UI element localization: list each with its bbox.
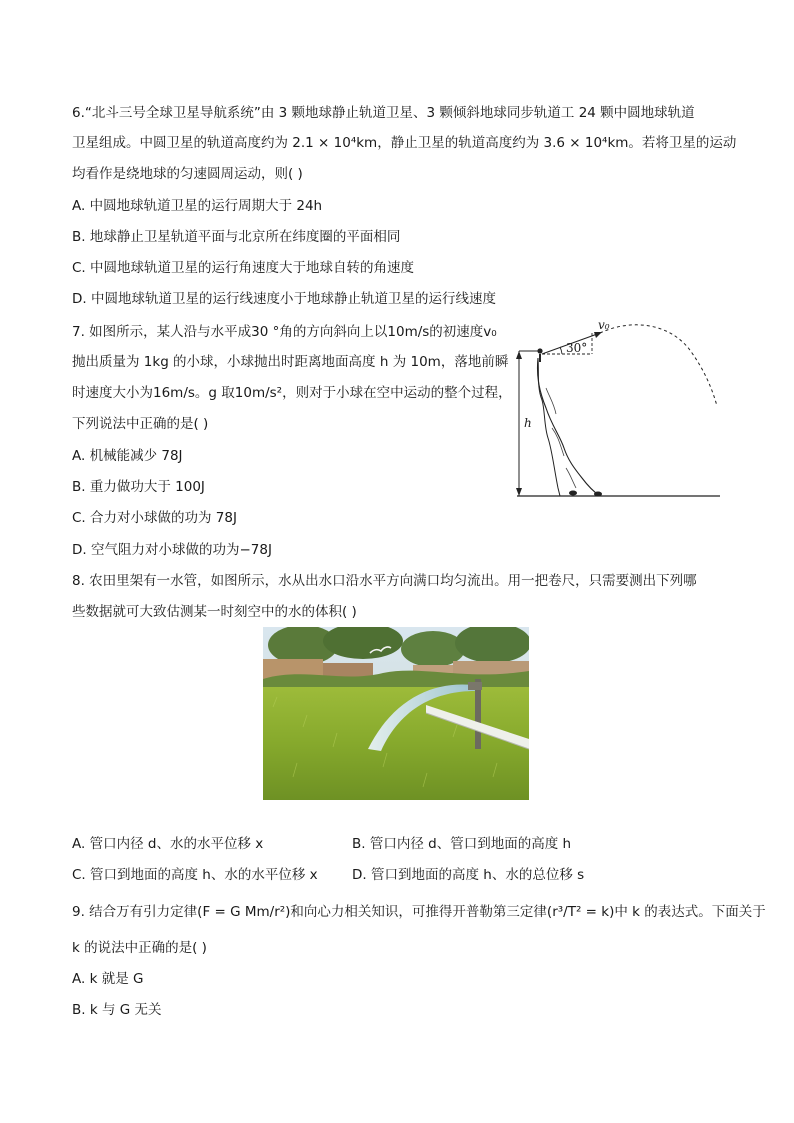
q7-stem-line1: 7. 如图所示，某人沿与水平成30 °角的方向斜向上以10m/s的初速度v₀ — [72, 324, 497, 340]
q7-v0-label: v₀ — [598, 318, 610, 332]
q6-option-c: C. 中圆地球轨道卫星的运行角速度大于地球自转的角速度 — [72, 260, 415, 276]
q7-projectile-figure — [512, 318, 724, 503]
q8-stem-line2: 些数据就可大致估测某一时刻空中的水的体积( ) — [72, 604, 357, 620]
q8-option-d: D. 管口到地面的高度 h、水的总位移 s — [352, 867, 585, 883]
q9-stem-line2: k 的说法中正确的是( ) — [72, 940, 207, 956]
q6-stem-line2: 卫星组成。中圆卫星的轨道高度约为 2.1 × 10⁴km，静止卫星的轨道高度约为 3.6 × 10⁴km。若将卫星的运动 — [72, 135, 737, 151]
q6-stem-line3: 均看作是绕地球的匀速圆周运动，则( ) — [72, 166, 303, 182]
q8-stem-line1: 8. 农田里架有一水管，如图所示，水从出水口沿水平方向满口均匀流出。用一把卷尺，只需要测出下列哪 — [72, 573, 697, 589]
q7-option-d: D. 空气阻力对小球做的功为−78J — [72, 542, 272, 558]
q7-stem-line4: 下列说法中正确的是( ) — [72, 416, 209, 432]
q6-option-b: B. 地球静止卫星轨道平面与北京所在纬度圈的平面相同 — [72, 229, 401, 245]
q6-stem-line1: 6.“北斗三号全球卫星导航系统”由 3 颗地球静止轨道卫星、3 颗倾斜地球同步轨道工 24 颗中圆地球轨道 — [72, 105, 695, 121]
q6-option-d: D. 中圆地球轨道卫星的运行线速度小于地球静止轨道卫星的运行线速度 — [72, 291, 496, 307]
q8-option-c: C. 管口到地面的高度 h、水的水平位移 x — [72, 867, 318, 883]
q8-option-b: B. 管口内径 d、管口到地面的高度 h — [352, 836, 572, 852]
q6-option-a: A. 中圆地球轨道卫星的运行周期大于 24h — [72, 198, 323, 214]
q9-option-b: B. k 与 G 无关 — [72, 1002, 162, 1018]
q7-option-b: B. 重力做功大于 100J — [72, 479, 205, 495]
q9-stem-line1: 9. 结合万有引力定律(F = G Mm/r²)和向心力相关知识，可推得开普勒第三定律(r³/T² = k)中 k 的表达式。下面关于 — [72, 904, 766, 920]
q7-h-label: h — [524, 416, 532, 430]
q7-stem-line3: 时速度大小为16m/s。g 取10m/s²，则对于小球在空中运动的整个过程， — [72, 385, 512, 401]
q8-option-a: A. 管口内径 d、水的水平位移 x — [72, 836, 264, 852]
q7-angle-label: 30° — [566, 341, 588, 355]
q7-option-c: C. 合力对小球做的功为 78J — [72, 510, 237, 526]
farm-irrigation-photo — [263, 627, 529, 800]
q9-option-a: A. k 就是 G — [72, 971, 144, 987]
q7-stem-line2: 抛出质量为 1kg 的小球，小球抛出时距离地面高度 h 为 10m，落地前瞬 — [72, 354, 509, 370]
q7-option-a: A. 机械能减少 78J — [72, 448, 183, 464]
